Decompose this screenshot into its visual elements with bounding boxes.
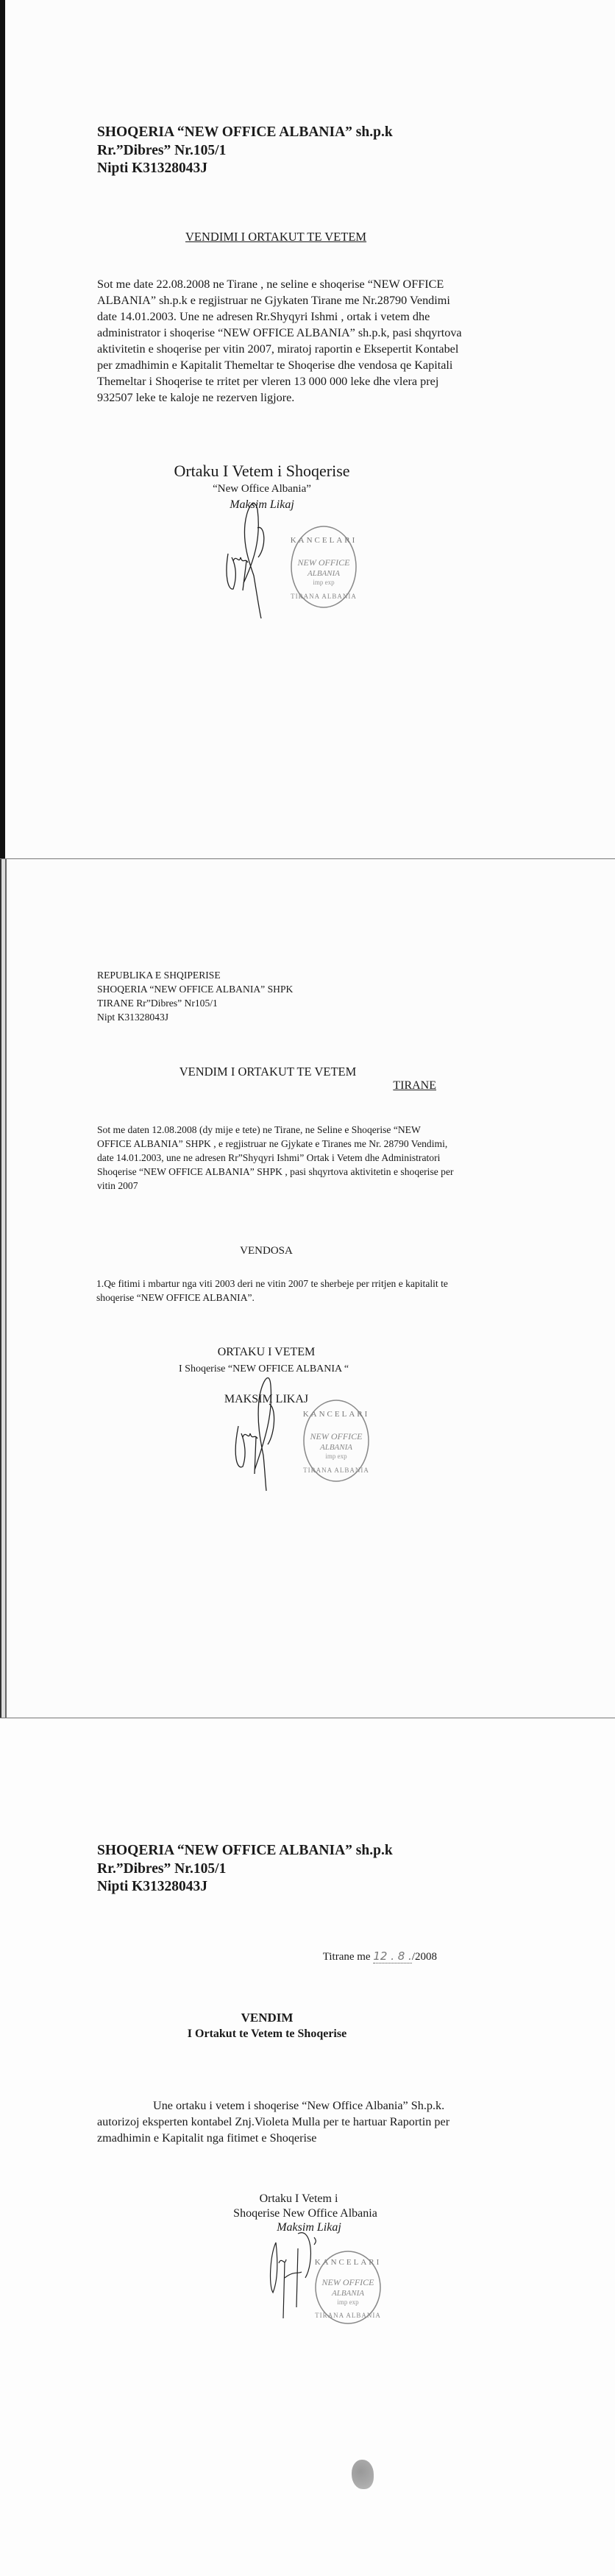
date-year: /2008 xyxy=(411,1951,437,1963)
document-page-1 xyxy=(0,0,615,858)
svg-text:KANCELARI: KANCELARI xyxy=(302,1410,370,1419)
body-line: 932507 leke te kaloje ne rezerven ligjore. xyxy=(97,391,295,404)
handwritten-date: 12 . 8 . xyxy=(373,1949,412,1963)
decision-body xyxy=(97,2097,449,2146)
decision-heading: VENDOSA xyxy=(240,1245,293,1257)
company-name: SHOQERIA “NEW OFFICE ALBANIA” sh.p.k xyxy=(97,1843,393,1858)
decision-list xyxy=(96,1277,448,1305)
signature xyxy=(224,495,283,620)
decision-body xyxy=(97,276,462,406)
svg-text:imp exp: imp exp xyxy=(325,1453,347,1460)
document-subtitle: I Ortakut te Vetem te Shoqerise xyxy=(187,2028,347,2040)
date-prefix: Titrane me xyxy=(322,1951,374,1963)
signatory-name: Maksim Likaj xyxy=(230,498,294,511)
svg-text:NEW OFFICE: NEW OFFICE xyxy=(321,2277,374,2287)
svg-text:ALBANIA: ALBANIA xyxy=(320,1443,352,1452)
scan-edge xyxy=(0,859,7,1718)
svg-text:NEW OFFICE: NEW OFFICE xyxy=(297,557,350,568)
company-name: SHOQERIA “NEW OFFICE ALBANIA” sh.p.k xyxy=(97,124,393,140)
date-line xyxy=(323,1949,437,1963)
company-address: Rr.”Dibres” Nr.105/1 xyxy=(97,1860,227,1877)
signatory-company: “New Office Albania” xyxy=(213,483,311,495)
body-line: Shoqerise “NEW OFFICE ALBANIA” SHPK , pasi shqyrtova aktivitetin e shoqerise per xyxy=(97,1166,454,1177)
body-line: OFFICE ALBANIA” SHPK , e regjistruar ne Gjykate e Tiranes me Nr. 28790 Vendimi, xyxy=(97,1138,448,1149)
signatory-name: Maksim Likaj xyxy=(277,2221,341,2234)
svg-text:TIRANA ALBANIA: TIRANA ALBANIA xyxy=(303,1467,369,1474)
company-header xyxy=(97,1842,393,1896)
document-title: VENDIMI I ORTAKUT TE VETEM xyxy=(185,230,367,244)
body-line: autorizoj eksperten kontabel Znj.Violeta Mulla per te hartuar Raportin per xyxy=(97,2115,450,2128)
svg-text:imp exp: imp exp xyxy=(337,2298,359,2306)
company-stamp xyxy=(314,2250,382,2326)
body-line: Une ortaku i vetem i shoqerise “New Office Albania” Sh.p.k. xyxy=(153,2099,445,2112)
decision-item: 1.Qe fitimi i mbartur nga viti 2003 deri ne vitin 2007 te sherbeje per rritjen e kapitalit te xyxy=(96,1278,448,1289)
body-line: date 14.01.2003. Une ne adresen Rr.Shyqyri Ishmi , ortak i vetem dhe xyxy=(97,310,430,323)
company-header xyxy=(97,124,393,178)
svg-text:ALBANIA: ALBANIA xyxy=(332,2289,364,2298)
document-title: VENDIM I ORTAKUT TE VETEM xyxy=(179,1065,357,1079)
signatory-title: Ortaku I Vetem i Shoqerise xyxy=(174,462,350,480)
body-line: Sot me daten 12.08.2008 (dy mije e tete) ne Tirane, ne Seline e Shoqerise “NEW xyxy=(97,1124,421,1135)
country-name: REPUBLIKA E SHQIPERISE xyxy=(97,970,221,981)
signatory-company: I Shoqerise “NEW OFFICE ALBANIA “ xyxy=(179,1363,349,1375)
svg-text:TIRANA ALBANIA: TIRANA ALBANIA xyxy=(315,2312,381,2319)
signatory-name: MAKSIM LIKAJ xyxy=(224,1393,309,1405)
body-line: Sot me date 22.08.2008 ne Tirane , ne seline e shoqerise “NEW OFFICE xyxy=(97,278,444,291)
company-address: Rr.”Dibres” Nr.105/1 xyxy=(97,142,227,158)
company-stamp xyxy=(290,525,358,609)
svg-text:KANCELARI: KANCELARI xyxy=(314,2258,382,2267)
decision-item: shoqerise “NEW OFFICE ALBANIA”. xyxy=(96,1292,255,1303)
fingerprint-mark xyxy=(352,2460,374,2489)
company-address: TIRANE Rr”Dibres” Nr105/1 xyxy=(97,998,218,1009)
company-nipt: Nipti K31328043J xyxy=(97,160,208,176)
document-page-3 xyxy=(0,1718,615,2576)
scan-edge xyxy=(0,0,5,858)
body-line: zmadhimin e Kapitalit nga fitimet e Shoqerise xyxy=(97,2131,317,2145)
signatory-title: ORTAKU I VETEM xyxy=(217,1346,316,1358)
svg-text:NEW OFFICE: NEW OFFICE xyxy=(310,1431,363,1441)
svg-text:TIRANA ALBANIA: TIRANA ALBANIA xyxy=(291,593,357,600)
signatory-company: Shoqerise New Office Albania xyxy=(233,2207,377,2220)
svg-text:imp exp: imp exp xyxy=(313,579,335,586)
body-line: Themeltar i Shoqerise te rritet per vleren 13 000 000 leke dhe vlera prej xyxy=(97,375,439,388)
body-line: administrator i shoqerise “NEW OFFICE ALBANIA” sh.p.k, pasi shqyrtova xyxy=(97,326,462,339)
document-title: VENDIM xyxy=(241,2011,294,2025)
svg-text:KANCELARI: KANCELARI xyxy=(290,536,358,545)
company-name: SHOQERIA “NEW OFFICE ALBANIA” SHPK xyxy=(97,984,294,995)
place-label: TIRANE xyxy=(393,1079,436,1092)
body-line: date 14.01.2003, une ne adresen Rr”Shyqyri Ishmi” Ortak i Vetem dhe Administratori xyxy=(97,1152,441,1163)
company-nipt: Nipti K31328043J xyxy=(97,1879,208,1894)
svg-text:ALBANIA: ALBANIA xyxy=(308,569,340,578)
signature xyxy=(232,1367,295,1492)
document-page-2 xyxy=(0,858,615,1718)
body-line: per zmadhimin e Kapitalit Themeltar te Shoqerise dhe vendosa qe Kapitali xyxy=(97,359,453,372)
signatory-title: Ortaku I Vetem i xyxy=(259,2192,338,2205)
decision-body xyxy=(97,1123,454,1193)
body-line: ALBANIA” sh.p.k e regjistruar ne Gjykaten Tirane me Nr.28790 Vendimi xyxy=(97,294,450,307)
company-header xyxy=(97,968,293,1024)
company-stamp xyxy=(302,1399,370,1483)
body-line: vitin 2007 xyxy=(97,1180,138,1191)
body-line: aktivitetin e shoqerise per vitin 2007, miratoj raportin e Eksepertit Kontabel xyxy=(97,342,459,356)
company-nipt: Nipt K31328043J xyxy=(97,1012,169,1023)
